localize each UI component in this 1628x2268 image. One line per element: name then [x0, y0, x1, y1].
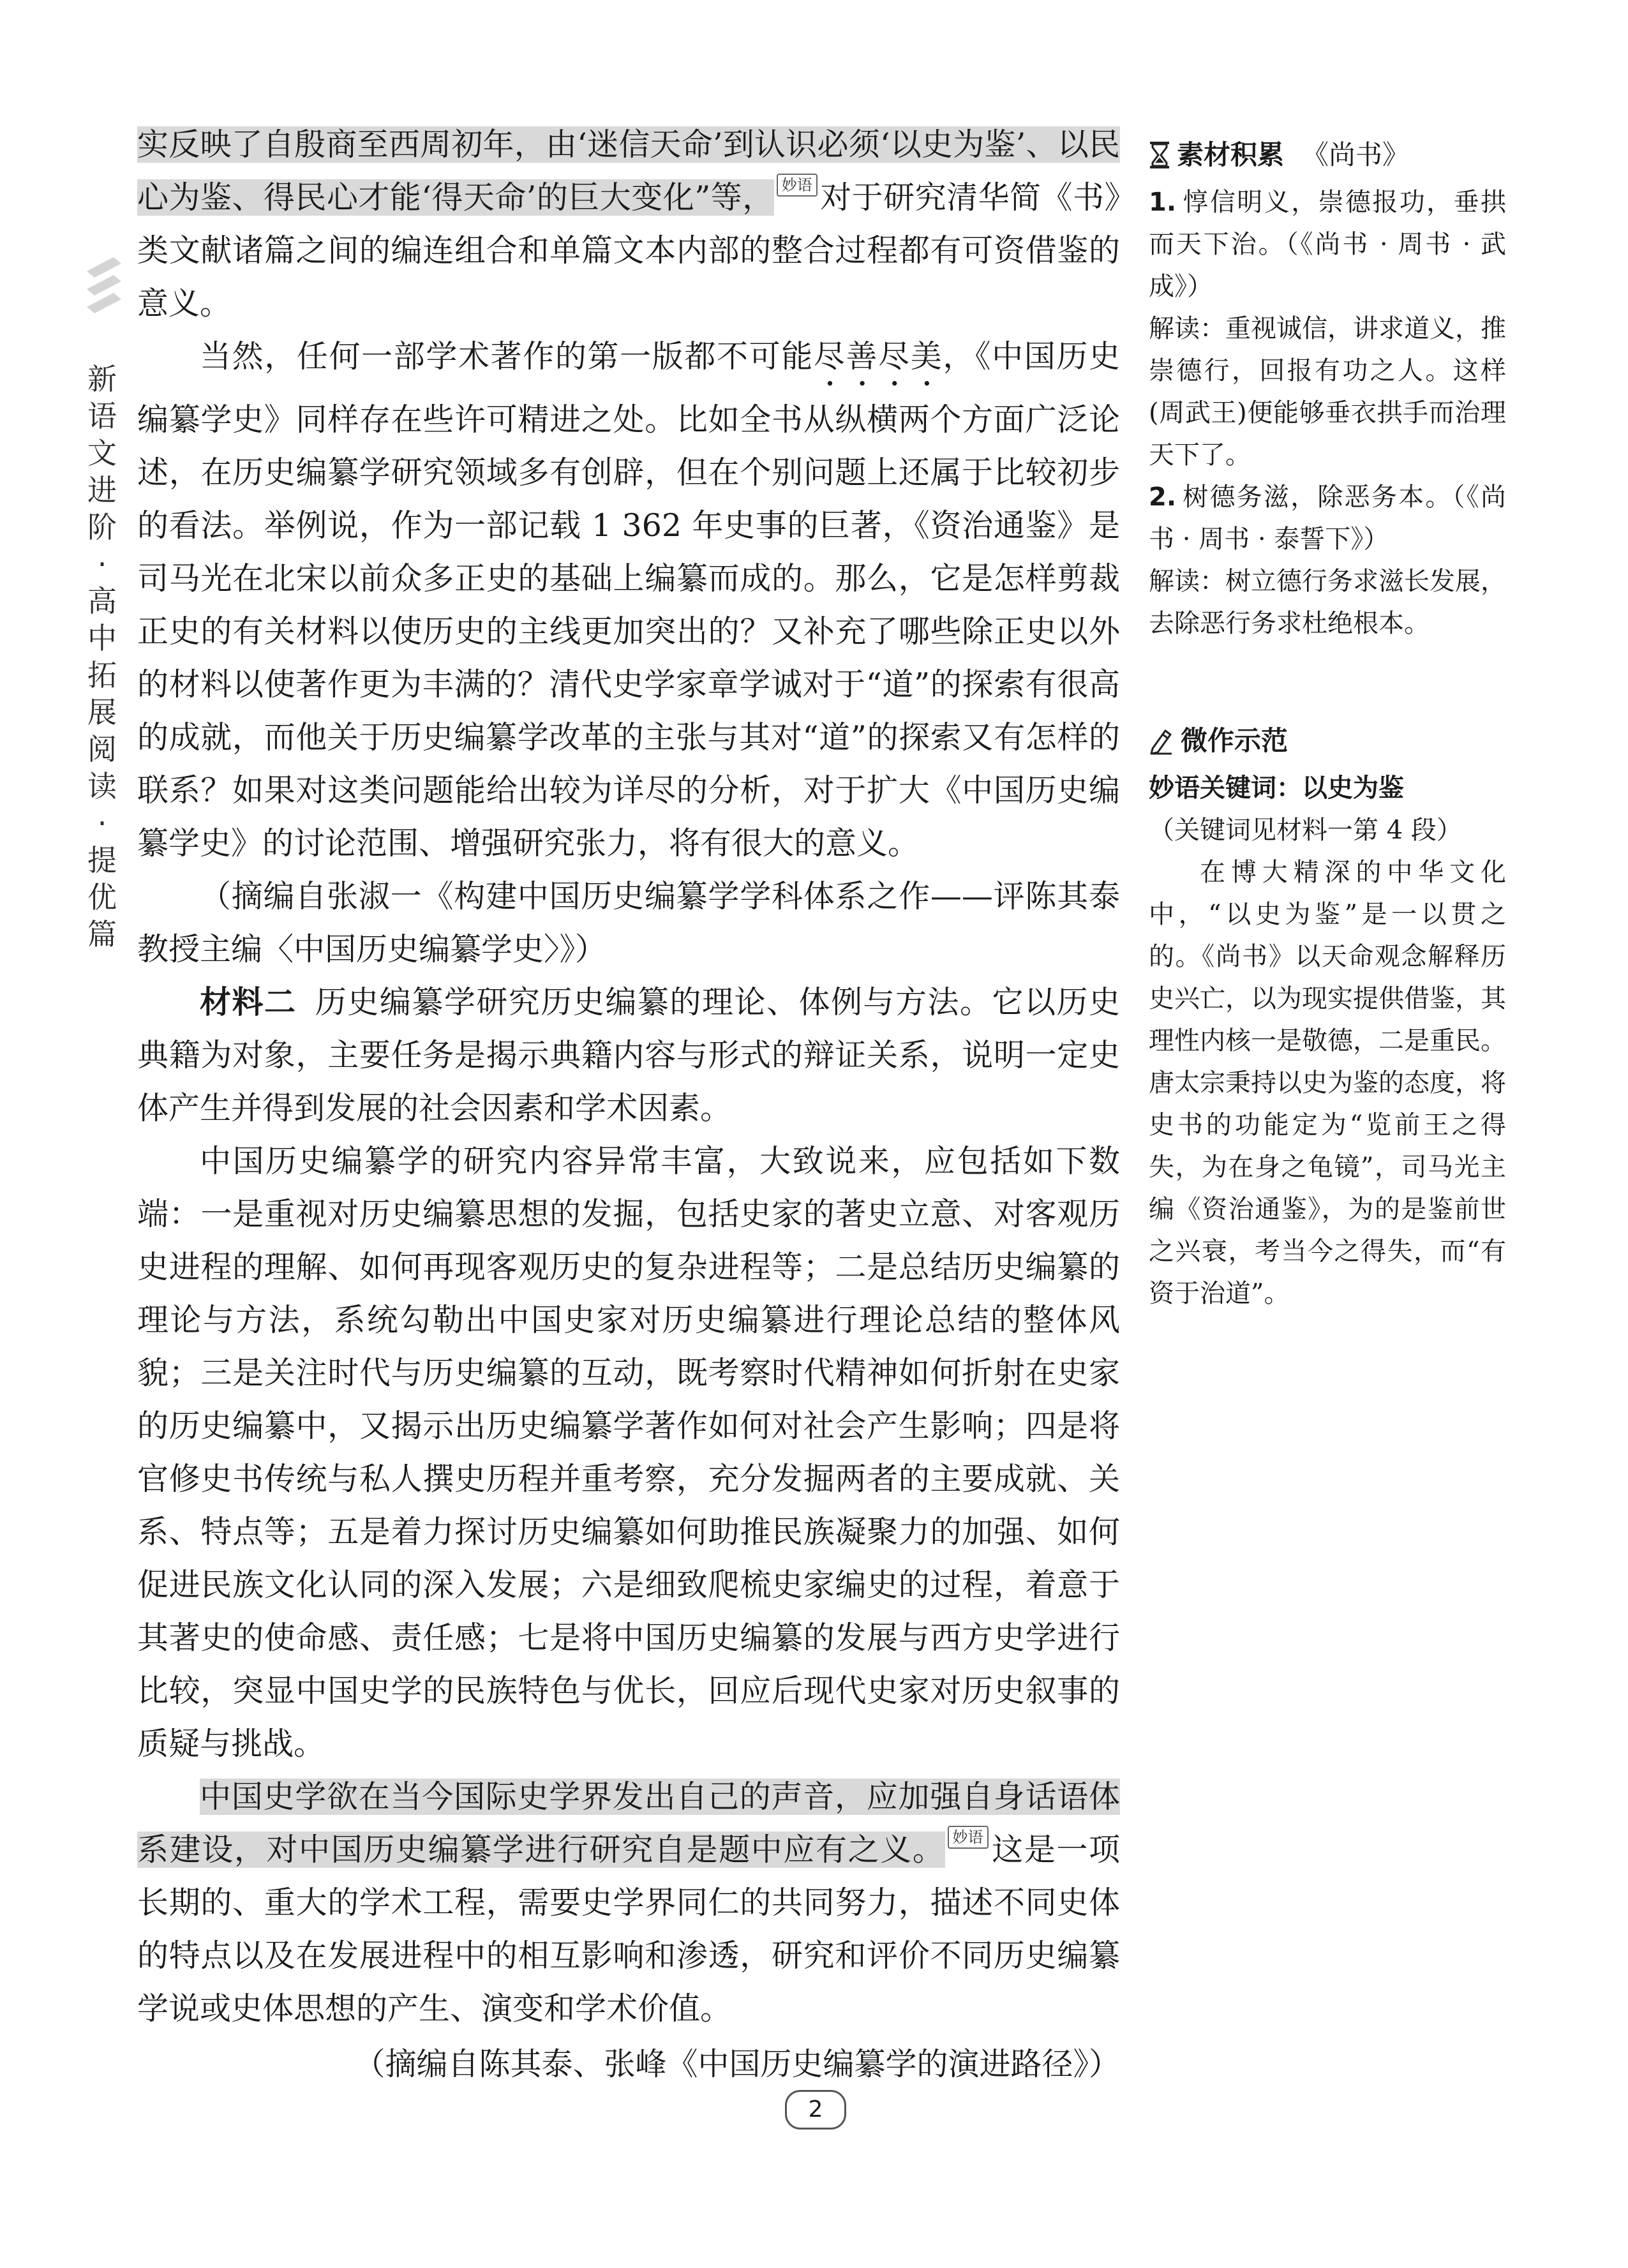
sucai-item-1	[1149, 181, 1506, 308]
paragraph-2-start: 当然，任何一部学术著作的第一版都不可能	[200, 338, 814, 375]
main-column	[137, 118, 1120, 2091]
emphasis-dotted: 尽善尽美	[813, 338, 943, 375]
paragraph-5	[137, 1770, 1120, 2035]
side-title-char: 提	[87, 843, 117, 877]
side-title-char: 篇	[87, 917, 117, 951]
sucai-header	[1149, 134, 1506, 176]
hourglass-icon	[1149, 141, 1170, 169]
sucai-title: 素材积累	[1177, 139, 1285, 170]
page-number: 2	[785, 2090, 846, 2130]
material-two-label: 材料二	[200, 984, 297, 1020]
side-title-char: ·	[97, 547, 107, 581]
side-stripes-icon	[82, 252, 126, 322]
side-title-char: 中	[87, 621, 117, 655]
side-title-char: 拓	[87, 658, 117, 692]
sucai-interp-1: 解读：重视诚信，讲求道义，推崇德行，回报有功之人。这样(周武王)便能够垂衣拱手而治理天下了。	[1149, 314, 1506, 470]
side-title-char: 优	[87, 880, 117, 914]
miaoyu-tag: 妙语	[777, 174, 818, 197]
material-two-text: 历史编纂学研究历史编纂的理论、体例与方法。它以历史典籍为对象，主要任务是揭示典籍内容与形式的辩证关系，说明一定史体产生并得到发展的社会因素和学术因素。	[137, 984, 1120, 1126]
side-title-char: 语	[87, 399, 117, 433]
source-citation-1: （摘编自张淑一《构建中国历史编纂学学科体系之作——评陈其泰教授主编〈中国历史编纂学史〉》）	[137, 878, 1120, 967]
keyword-note: （关键词见材料一第 4 段）	[1149, 816, 1462, 845]
sucai-interp-2: 解读：树立德行务求滋长发展，去除恶行务求杜绝根本。	[1149, 567, 1506, 638]
paragraph-2-rest: ，《中国历史编纂学史》同样存在些许可精进之处。比如全书从纵横两个方面广泛论述，在历史编纂学研究领域多有创辟，但在个别问题上还属于比较初步的看法。举例说，作为一部记载 1 362 年史事的巨著，《资治通鉴》是司马光在北宋以前众多正史的基础上编纂而成的。那么，它是怎样剪裁正史的有关材料以使历史的主线更加突出的？又补充了哪些除正史以外的材料以使著作更为丰满的？清代史学家章学诚对于“道”的探索有很高的成就，而他关于历史编纂学改革的主张与其对“道”的探索又有怎样的联系？如果对这类问题能给出较为详尽的分析，对于扩大《中国历史编纂学史》的讨论范围、增强研究张力，将有很大的意义。	[137, 338, 1120, 862]
sidebar	[1149, 134, 1506, 1315]
side-book-title	[77, 361, 128, 953]
pen-icon	[1149, 727, 1174, 755]
weizuo-header	[1149, 720, 1506, 762]
highlight-quote-1: 实反映了自殷商至西周初年，由‘迷信天命’到认识必须‘以史为鉴’、以民心为鉴、得民心才能‘得天命’的巨大变化”等，	[137, 126, 1120, 216]
item-number: 2.	[1149, 482, 1177, 512]
weizuo-title: 微作示范	[1181, 725, 1288, 756]
item-quote: 惇信明义，崇德报功，垂拱而天下治。（《尚书 · 周书 · 武成》）	[1149, 188, 1506, 301]
weizuo-paragraph: 在博大精深的中华文化中，“以史为鉴”是一以贯之的。《尚书》以天命观念解释历史兴亡，以为现实提供借鉴，其理性内核一是敬德，二是重民。唐太宗秉持以史为鉴的态度，将史书的功能定为“览前王之得失，为在身之龟镜”，司马光主编《资治通鉴》，为的是鉴前世之兴衰，考当今之得失，而“有资于治道”。	[1149, 858, 1506, 1308]
sucai-book: 《尚书》	[1302, 139, 1410, 170]
side-title-char: ·	[97, 806, 107, 840]
paragraph-4: 中国历史编纂学的研究内容异常丰富，大致说来，应包括如下数端：一是重视对历史编纂思想的发掘，包括史家的著史立意、对客观历史进程的理解、如何再现客观历史的复杂进程等；二是总结历史编纂的理论与方法，系统勾勒出中国史家对历史编纂进行理论总结的整体风貌；三是关注时代与历史编纂的互动，既考察时代精神如何折射在史家的历史编纂中，又揭示出历史编纂学著作如何对社会产生影响；四是将官修史书传统与私人撰史历程并重考察，充分发掘两者的主要成就、关系、特点等；五是着力探讨历史编纂如何助推民族凝聚力的加强、如何促进民族文化认同的深入发展；六是细致爬梳史家编史的过程，着意于其著史的使命感、责任感；七是将中国历史编纂的发展与西方史学进行比较，突显中国史学的民族特色与优长，回应后现代史家对历史叙事的质疑与挑战。	[137, 1143, 1120, 1762]
side-title-char: 进	[87, 473, 117, 507]
side-title-char: 高	[87, 584, 117, 618]
item-number: 1.	[1149, 188, 1177, 217]
paragraph-5-rest: 这是一项长期的、重大的学术工程，需要史学界同仁的共同努力，描述不同史体的特点以及在发展进程中的相互影响和渗透，研究和评价不同历史编纂学说或史体思想的产生、演变和学术价值。	[137, 1832, 1120, 2027]
miaoyu-tag: 妙语	[948, 1826, 989, 1849]
source-citation-2: （摘编自陈其泰、张峰《中国历史编纂学的演进路径》）	[354, 2046, 1120, 2082]
side-title-char: 阶	[87, 510, 117, 544]
keyword-line: 妙语关键词：以史为鉴	[1149, 773, 1404, 803]
paragraph-1-rest: 对于研究清华简《书》类文献诸篇之间的编连组合和单篇文本内部的整合过程都有可资借鉴的意义。	[137, 179, 1120, 322]
paragraph-2	[137, 330, 1120, 870]
side-title-char: 阅	[87, 732, 117, 766]
paragraph-1	[137, 118, 1120, 330]
side-title-char: 文	[87, 436, 117, 470]
side-title-char: 新	[87, 362, 117, 396]
item-quote: 树德务滋，除恶务本。（《尚书 · 周书 · 泰誓下》）	[1149, 482, 1506, 554]
side-title-char: 读	[87, 769, 117, 803]
sucai-item-2	[1149, 476, 1506, 560]
side-title-char: 展	[87, 695, 117, 729]
material-two-paragraph	[137, 976, 1120, 1135]
highlight-quote-2: 中国史学欲在当今国际史学界发出自己的声音，应加强自身话语体系建设，对中国历史编纂学进行研究自是题中应有之义。	[137, 1779, 1120, 1868]
